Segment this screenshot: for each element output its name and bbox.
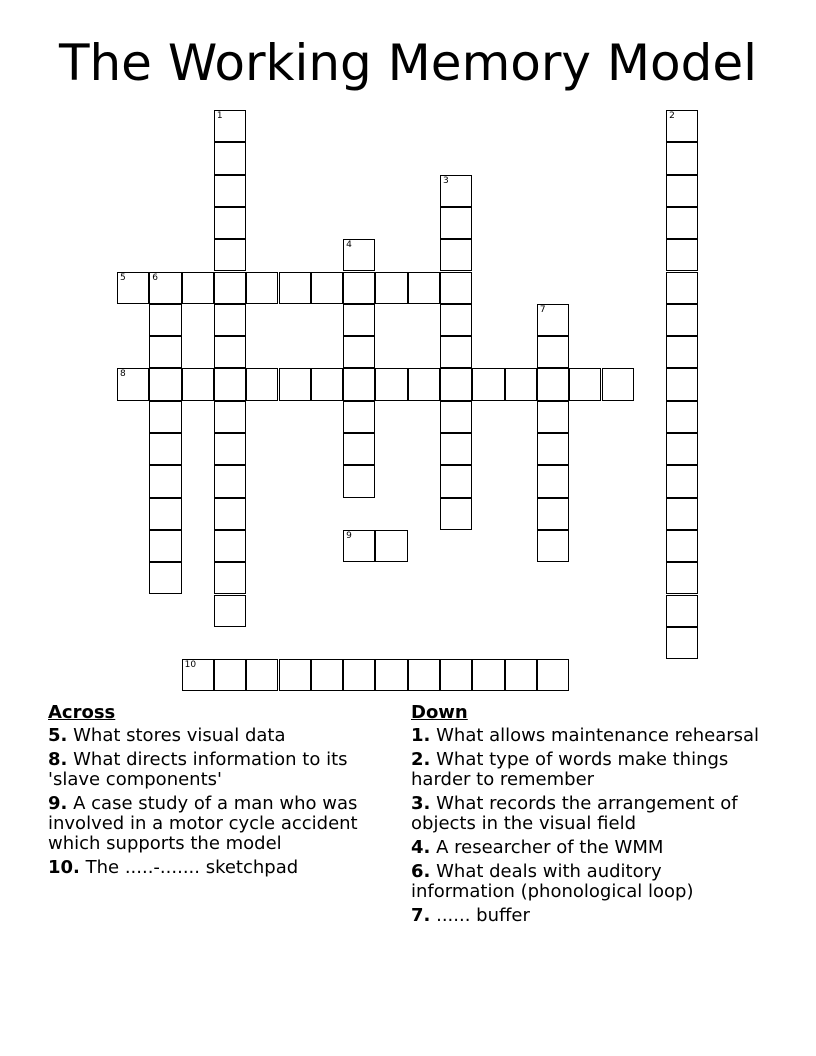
grid-cell[interactable] bbox=[537, 368, 569, 400]
grid-cell[interactable] bbox=[505, 368, 537, 400]
grid-cell[interactable] bbox=[375, 659, 407, 691]
grid-cell[interactable] bbox=[440, 659, 472, 691]
grid-cell[interactable] bbox=[408, 368, 440, 400]
clue-number: 1. bbox=[411, 725, 431, 746]
grid-cell[interactable] bbox=[666, 336, 698, 368]
grid-cell[interactable] bbox=[117, 272, 149, 304]
grid-cell[interactable] bbox=[440, 272, 472, 304]
grid-cell[interactable] bbox=[214, 175, 246, 207]
cell-number: 9 bbox=[346, 530, 352, 541]
grid-cell[interactable] bbox=[440, 207, 472, 239]
grid-cell[interactable] bbox=[440, 304, 472, 336]
grid-cell[interactable] bbox=[117, 368, 149, 400]
grid-cell[interactable] bbox=[666, 498, 698, 530]
grid-cell[interactable] bbox=[408, 659, 440, 691]
grid-cell[interactable] bbox=[343, 433, 375, 465]
grid-cell[interactable] bbox=[440, 336, 472, 368]
clue-text: ...... buffer bbox=[436, 905, 530, 926]
grid-cell[interactable] bbox=[149, 272, 181, 304]
grid-cell[interactable] bbox=[182, 368, 214, 400]
grid-cell[interactable] bbox=[214, 110, 246, 142]
grid-cell[interactable] bbox=[214, 433, 246, 465]
grid-cell[interactable] bbox=[214, 304, 246, 336]
grid-cell[interactable] bbox=[343, 336, 375, 368]
grid-cell[interactable] bbox=[279, 272, 311, 304]
grid-cell[interactable] bbox=[279, 659, 311, 691]
clue-across-9 bbox=[48, 794, 393, 854]
cell-number: 7 bbox=[539, 304, 546, 315]
grid-cell[interactable] bbox=[666, 465, 698, 497]
cell-number: 1 bbox=[216, 111, 223, 121]
clue-text: What deals with auditory information (phonological loop) bbox=[411, 861, 694, 902]
grid-cell[interactable] bbox=[666, 401, 698, 433]
grid-cell[interactable] bbox=[602, 368, 634, 400]
grid-cell[interactable] bbox=[440, 498, 472, 530]
grid-cell[interactable] bbox=[343, 239, 375, 271]
clue-down-7 bbox=[411, 906, 761, 926]
clue-text: What stores visual data bbox=[73, 725, 286, 746]
grid-cell[interactable] bbox=[214, 368, 246, 400]
cell-number: 4 bbox=[346, 240, 352, 251]
grid-cell[interactable] bbox=[214, 207, 246, 239]
grid-cell[interactable] bbox=[666, 530, 698, 562]
grid-cell[interactable] bbox=[666, 595, 698, 627]
grid-cell[interactable] bbox=[214, 142, 246, 174]
grid-cell[interactable] bbox=[246, 272, 278, 304]
clue-number: 4. bbox=[411, 837, 431, 858]
clue-number: 2. bbox=[411, 749, 431, 770]
grid-cell[interactable] bbox=[343, 465, 375, 497]
grid-cell[interactable] bbox=[440, 465, 472, 497]
clue-text: What directs information to its 'slave components' bbox=[48, 749, 348, 790]
puzzle-title: The Working Memory Model bbox=[58, 34, 758, 92]
grid-cell[interactable] bbox=[537, 401, 569, 433]
grid-cell[interactable] bbox=[214, 465, 246, 497]
grid-cell[interactable] bbox=[537, 465, 569, 497]
grid-cell[interactable] bbox=[666, 433, 698, 465]
grid-cell[interactable] bbox=[375, 530, 407, 562]
grid-cell[interactable] bbox=[149, 433, 181, 465]
grid-cell[interactable] bbox=[343, 659, 375, 691]
clue-across-8 bbox=[48, 750, 393, 790]
clue-number: 10. bbox=[48, 857, 80, 878]
grid-cell[interactable] bbox=[666, 272, 698, 304]
grid-cell[interactable] bbox=[537, 336, 569, 368]
grid-cell[interactable] bbox=[182, 659, 214, 691]
clue-text: The .....-....... sketchpad bbox=[85, 857, 299, 878]
grid-cell[interactable] bbox=[343, 272, 375, 304]
clue-number: 3. bbox=[411, 793, 431, 814]
grid-cell[interactable] bbox=[149, 498, 181, 530]
grid-cell[interactable] bbox=[666, 239, 698, 271]
down-heading: Down bbox=[411, 702, 468, 723]
grid-cell[interactable] bbox=[440, 239, 472, 271]
grid-cell[interactable] bbox=[214, 595, 246, 627]
clue-number: 7. bbox=[411, 905, 431, 926]
cell-number: 10 bbox=[184, 660, 197, 671]
grid-cell[interactable] bbox=[666, 304, 698, 336]
clue-down-4 bbox=[411, 838, 761, 858]
clue-text: What records the arrangement of objects in the visual field bbox=[411, 793, 738, 834]
grid-cell[interactable] bbox=[214, 562, 246, 594]
grid-cell[interactable] bbox=[246, 368, 278, 400]
grid-cell[interactable] bbox=[149, 336, 181, 368]
clue-text: What allows maintenance rehearsal bbox=[436, 725, 760, 746]
grid-cell[interactable] bbox=[537, 530, 569, 562]
grid-cell[interactable] bbox=[440, 401, 472, 433]
grid-cell[interactable] bbox=[149, 465, 181, 497]
grid-cell[interactable] bbox=[214, 530, 246, 562]
clue-number: 8. bbox=[48, 749, 68, 770]
grid-cell[interactable] bbox=[343, 401, 375, 433]
clue-text: A case study of a man who was involved in a motor cycle accident which supports the model bbox=[48, 793, 358, 854]
grid-cell[interactable] bbox=[149, 304, 181, 336]
clue-down-3 bbox=[411, 794, 761, 834]
grid-cell[interactable] bbox=[343, 368, 375, 400]
cell-number: 8 bbox=[120, 369, 126, 380]
grid-cell[interactable] bbox=[214, 336, 246, 368]
clue-down-2 bbox=[411, 750, 761, 790]
clue-across-5 bbox=[48, 726, 393, 746]
grid-cell[interactable] bbox=[311, 272, 343, 304]
grid-cell[interactable] bbox=[279, 368, 311, 400]
grid-cell[interactable] bbox=[666, 207, 698, 239]
clue-number: 6. bbox=[411, 861, 431, 882]
grid-cell[interactable] bbox=[214, 239, 246, 271]
grid-cell[interactable] bbox=[666, 368, 698, 400]
grid-cell[interactable] bbox=[472, 659, 504, 691]
grid-cell[interactable] bbox=[311, 368, 343, 400]
grid-cell[interactable] bbox=[214, 401, 246, 433]
grid-cell[interactable] bbox=[505, 659, 537, 691]
grid-cell[interactable] bbox=[666, 562, 698, 594]
grid-cell[interactable] bbox=[375, 368, 407, 400]
clue-text: What type of words make things harder to remember bbox=[411, 749, 729, 790]
grid-cell[interactable] bbox=[182, 272, 214, 304]
cell-number: 2 bbox=[669, 111, 675, 121]
clue-number: 9. bbox=[48, 793, 68, 814]
grid-cell[interactable] bbox=[343, 530, 375, 562]
grid-cell[interactable] bbox=[214, 272, 246, 304]
grid-cell[interactable] bbox=[666, 627, 698, 659]
grid-cell[interactable] bbox=[408, 272, 440, 304]
grid-cell[interactable] bbox=[149, 562, 181, 594]
grid-cell[interactable] bbox=[537, 304, 569, 336]
grid-cell[interactable] bbox=[440, 175, 472, 207]
grid-cell[interactable] bbox=[537, 433, 569, 465]
clue-number: 5. bbox=[48, 725, 68, 746]
cell-number: 6 bbox=[152, 272, 159, 283]
across-heading: Across bbox=[48, 702, 116, 723]
cell-number: 5 bbox=[120, 272, 126, 283]
grid-cell[interactable] bbox=[440, 433, 472, 465]
grid-cell[interactable] bbox=[569, 368, 601, 400]
grid-cell[interactable] bbox=[214, 659, 246, 691]
grid-cell[interactable] bbox=[375, 272, 407, 304]
grid-cell[interactable] bbox=[666, 142, 698, 174]
crossword-grid bbox=[117, 110, 699, 692]
grid-cell[interactable] bbox=[149, 530, 181, 562]
clue-across-10 bbox=[48, 858, 393, 878]
clue-down-1 bbox=[411, 726, 761, 746]
grid-cell[interactable] bbox=[666, 110, 698, 142]
across-clues bbox=[48, 700, 393, 882]
grid-cell[interactable] bbox=[537, 659, 569, 691]
grid-cell[interactable] bbox=[246, 659, 278, 691]
grid-cell[interactable] bbox=[472, 368, 504, 400]
down-clues bbox=[411, 700, 761, 930]
grid-cell[interactable] bbox=[343, 304, 375, 336]
grid-cell[interactable] bbox=[149, 368, 181, 400]
grid-cell[interactable] bbox=[149, 401, 181, 433]
grid-cell[interactable] bbox=[214, 498, 246, 530]
cell-number: 3 bbox=[443, 175, 449, 186]
grid-cell[interactable] bbox=[537, 498, 569, 530]
grid-cell[interactable] bbox=[311, 659, 343, 691]
grid-cell[interactable] bbox=[666, 175, 698, 207]
grid-cell[interactable] bbox=[440, 368, 472, 400]
clue-text: A researcher of the WMM bbox=[436, 837, 664, 858]
clue-down-6 bbox=[411, 862, 761, 902]
